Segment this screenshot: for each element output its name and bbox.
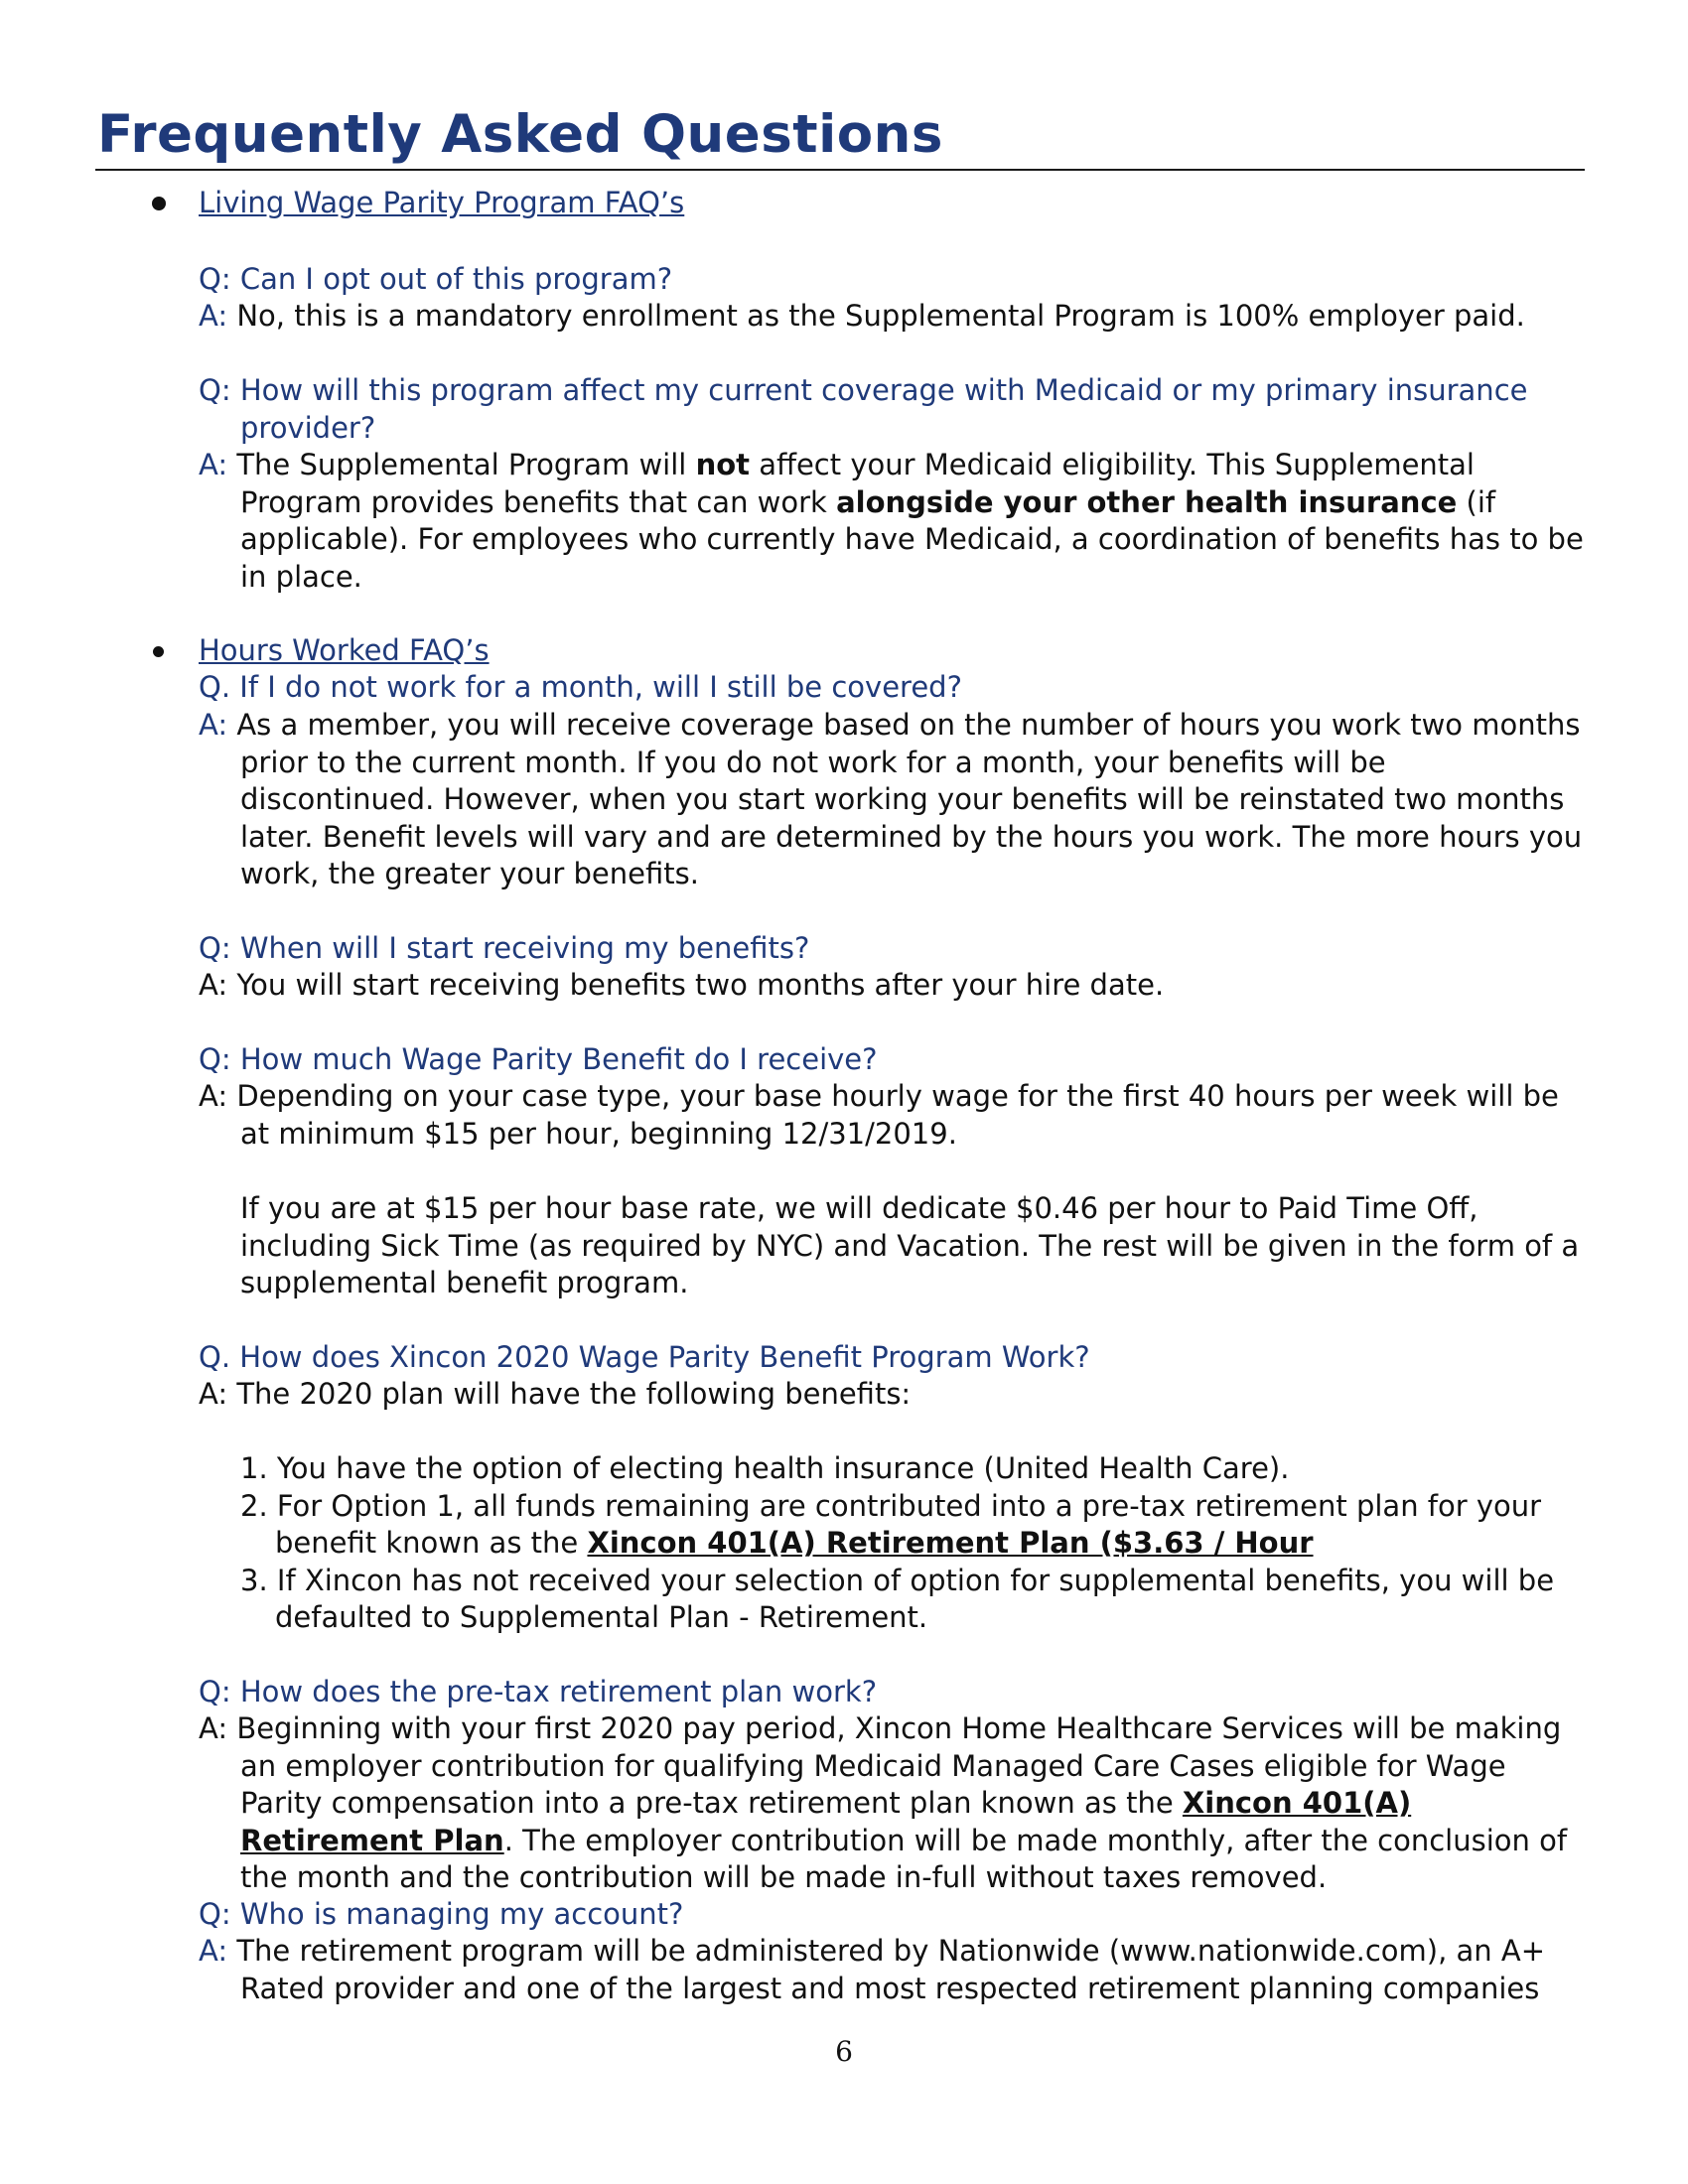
question-not-working: Q. If I do not work for a month, will I still be covered? <box>199 670 962 704</box>
answer-text: A: Depending on your case type, your base hourly wage for the first 40 hours per week will be at minimum $15 per hour, beginning 12/31/2019. <box>199 1079 1559 1151</box>
answer-text: The retirement program will be administered by Nationwide (www.nationwide.com), an A+ Rated provider and one of the largest and most respected retirement planning companies <box>236 1934 1546 2005</box>
bullet-icon <box>152 197 166 210</box>
answer-not-working <box>199 707 1589 893</box>
question-account-manager: Q: Who is managing my account? <box>199 1897 684 1931</box>
retirement-plan-link[interactable]: Xincon 401(A) Retirement Plan ($3.63 / Hour <box>587 1526 1314 1560</box>
list-item: 3. If Xincon has not received your selection of option for supplemental benefits, you will be defaulted to Supplemental Plan - Retirement. <box>240 1563 1555 1634</box>
answer-start-benefits <box>199 967 1589 1005</box>
answer-emphasis-alongside: alongside your other health insurance <box>836 484 1458 519</box>
answer-coverage-affect <box>199 447 1589 596</box>
bullet-icon <box>153 646 164 657</box>
question-text: Q: How will this program affect my current coverage with Medicaid or my primary insurance provider? <box>199 373 1528 445</box>
answer-prefix: A: <box>199 1934 228 1968</box>
benefits-list <box>240 1450 1591 1637</box>
answer-opt-out <box>199 298 1589 336</box>
question-program-work: Q. How does Xincon 2020 Wage Parity Benefit Program Work? <box>199 1340 1090 1374</box>
answer-account-manager <box>199 1933 1589 2007</box>
title-divider <box>95 169 1585 171</box>
answer-emphasis-not: not <box>695 448 750 481</box>
page-number: 6 <box>835 2035 853 2068</box>
answer-benefit-amount-extra: If you are at $15 per hour base rate, we will dedicate $0.46 per hour to Paid Time Off, including Sick Time (as required by NYC) and Vacation. The rest will be given in the form of a supplemental benefit program. <box>240 1191 1580 1299</box>
section-heading-living-wage[interactable]: Living Wage Parity Program FAQ’s <box>199 186 685 219</box>
answer-text: A: You will start receiving benefits two months after your hire date. <box>199 968 1165 1002</box>
answer-prefix: A: <box>199 299 228 333</box>
answer-text-1: The Supplemental Program will <box>236 448 696 481</box>
answer-prefix: A: <box>199 708 228 742</box>
answer-retirement-plan <box>199 1710 1589 1897</box>
answer-program-work <box>199 1376 1589 1414</box>
answer-text-3: (if applicable). For employees who currently have Medicaid, a coordination of benefits has to be in place. <box>240 484 1584 594</box>
question-coverage-affect <box>199 372 1589 447</box>
list-item: 1. You have the option of electing health insurance (United Health Care). <box>240 1451 1290 1485</box>
answer-prefix: A: <box>199 448 228 481</box>
answer-text: As a member, you will receive coverage based on the number of hours you work two months prior to the current month. If you do not work for a month, your benefits will be discontinued. However, when you start working your benefits will be reinstated two months later. Benefit levels will vary and are determined by the hours you work. The more hours you work, the greater your benefits. <box>236 708 1583 890</box>
page-title: Frequently Asked Questions <box>97 104 943 165</box>
question-retirement-plan: Q: How does the pre-tax retirement plan work? <box>199 1675 878 1708</box>
list-item: 2. For Option 1, all funds remaining are contributed into a pre-tax retirement plan for your benefit known as the Xincon 401(A) Retirement Plan ($3.63 / Hour <box>240 1488 1542 1560</box>
question-benefit-amount: Q: How much Wage Parity Benefit do I receive? <box>199 1042 878 1076</box>
answer-text-2: affect your Medicaid eligibility. This Supplemental Program provides benefits that can work <box>240 448 1475 519</box>
section-heading-hours-worked[interactable]: Hours Worked FAQ’s <box>199 633 490 667</box>
answer-benefit-amount <box>199 1078 1589 1153</box>
answer-text: No, this is a mandatory enrollment as the Supplemental Program is 100% employer paid. <box>227 299 1525 333</box>
answer-text-2: . The employer contribution will be made monthly, after the conclusion of the month and the contribution will be made in-full without taxes removed. <box>240 1823 1568 1894</box>
answer-text: A: The 2020 plan will have the following benefits: <box>199 1377 912 1411</box>
retirement-plan-link[interactable]: Xincon 401(A) Retirement Plan <box>240 1786 1412 1857</box>
question-opt-out: Q: Can I opt out of this program? <box>199 262 673 296</box>
question-start-benefits: Q: When will I start receiving my benefits? <box>199 931 810 965</box>
answer-text-1: A: Beginning with your first 2020 pay period, Xincon Home Healthcare Services will be making an employer contribution for qualifying Medicaid Managed Care Cases eligible for Wage Parity compensation into a pre-tax retirement plan known as the <box>199 1711 1562 1820</box>
